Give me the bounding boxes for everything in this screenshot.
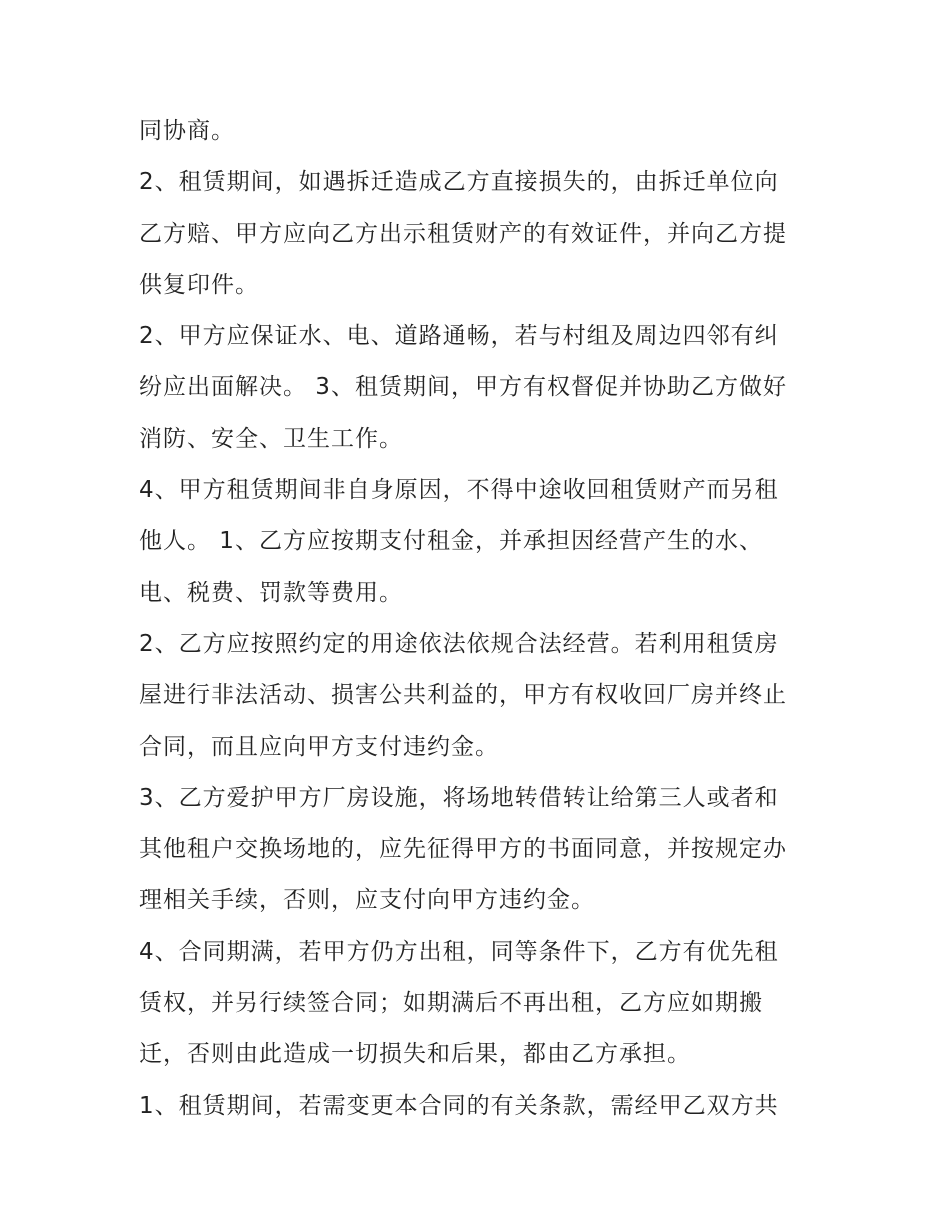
document-body (139, 106, 819, 1132)
text-line: 乙方赔、甲方应向乙方出示租赁财产的有效证件，并向乙方提 (139, 220, 787, 247)
text-line: 他人。 1、乙方应按期支付租金，并承担因经营产生的水、 (139, 528, 763, 555)
text-line: 同协商。 (139, 118, 235, 144)
text-line: 2、甲方应保证水、电、道路通畅，若与村组及周边四邻有纠 (139, 323, 779, 350)
text-line: 1、租赁期间，若需变更本合同的有关条款，需经甲乙双方共 (139, 1092, 779, 1119)
text-line: 屋进行非法活动、损害公共利益的，甲方有权收回厂房并终止 (139, 682, 787, 709)
text-line: 消防、安全、卫生工作。 (139, 425, 403, 452)
text-line: 迁，否则由此造成一切损失和后果，都由乙方承担。 (139, 1041, 691, 1068)
text-line: 3、乙方爱护甲方厂房设施，将场地转借转让给第三人或者和 (139, 784, 779, 811)
text-line: 其他租户交换场地的，应先征得甲方的书面同意，并按规定办 (139, 836, 787, 863)
text-line: 2、乙方应按照约定的用途依法依规合法经营。若利用租赁房 (139, 630, 779, 657)
text-line: 纷应出面解决。 3、租赁期间，甲方有权督促并协助乙方做好 (139, 374, 787, 401)
text-line: 电、税费、罚款等费用。 (139, 579, 403, 606)
text-line: 2、租赁期间，如遇拆迁造成乙方直接损失的，由拆迁单位向 (139, 169, 779, 196)
text-line: 理相关手续，否则，应支付向甲方违约金。 (139, 887, 595, 914)
text-line: 合同，而且应向甲方支付违约金。 (139, 733, 499, 760)
text-line: 4、合同期满，若甲方仍方出租，同等条件下，乙方有优先租 (139, 938, 779, 965)
text-line: 赁权，并另行续签合同；如期满后不再出租，乙方应如期搬 (139, 990, 763, 1017)
text-line: 供复印件。 (139, 271, 259, 298)
text-line: 4、甲方租赁期间非自身原因，不得中途收回租赁财产而另租 (139, 477, 779, 504)
